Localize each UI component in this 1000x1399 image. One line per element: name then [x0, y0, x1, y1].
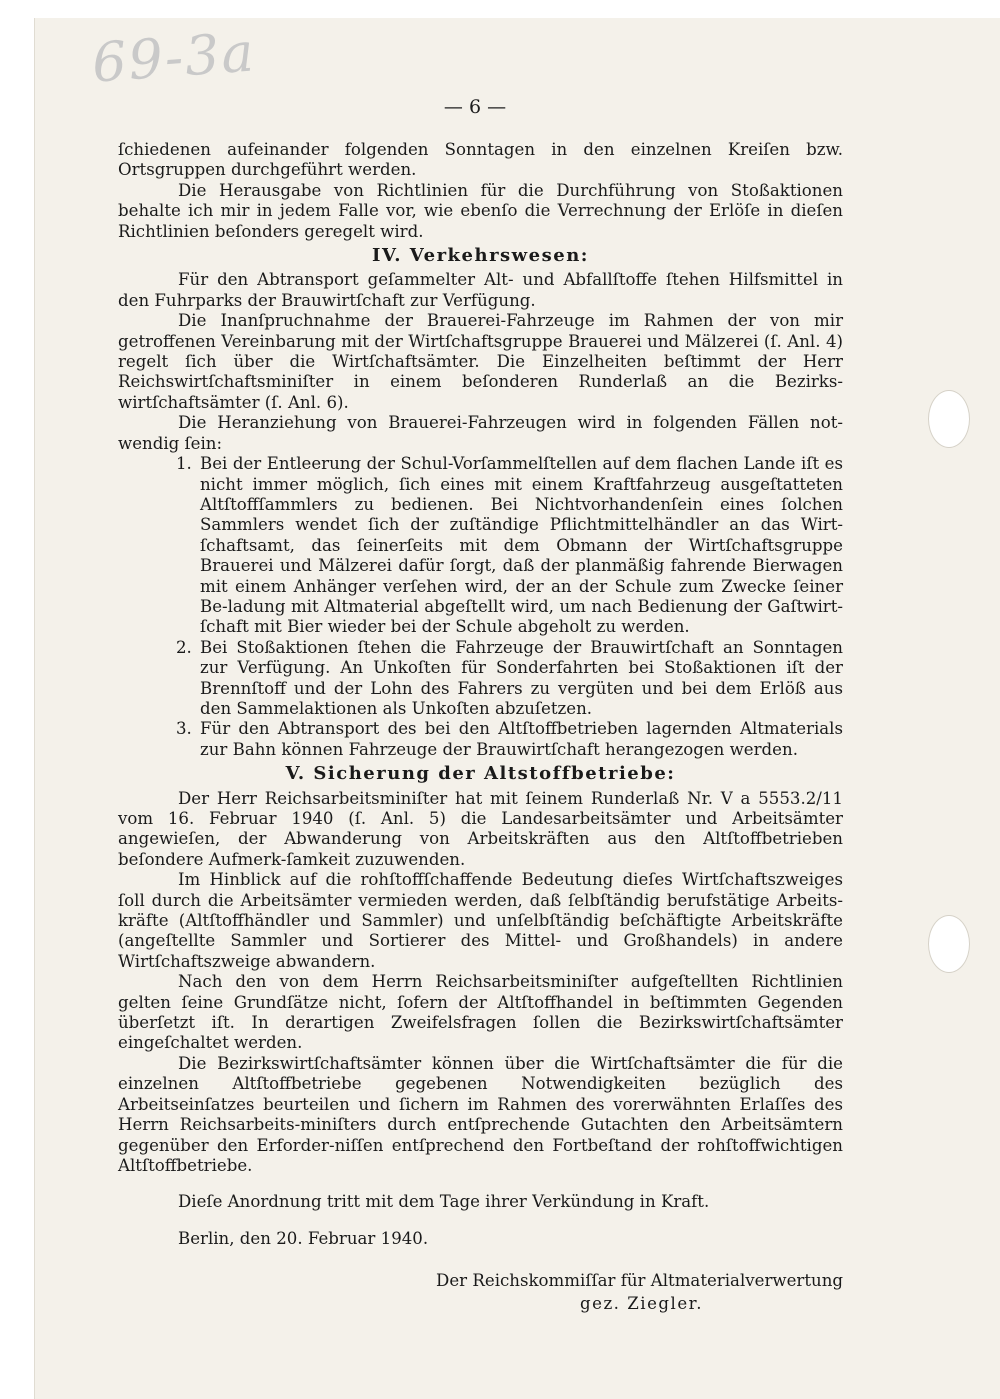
list-item	[118, 638, 843, 720]
paragraph: Die Bezirkswirtſchaftsämter können über die Wirtſchaftsämter die für die einzelnen Altſtoffbetriebe gegebenen Notwendigkeiten bezüglich des Arbeitseinſatzes beurteilen und ſichern im Rahmen des vorerwähnten Erlaſſes des Herrn Reichsarbeits-miniſters durch entſprechende Gutachten den Arbeitsämtern gegenüber den Erforder-niſſen entſprechend den Fortbeſtand der rohſtoffwichtigen Altſtoffbetriebe.	[118, 1053, 843, 1175]
list-text: Bei Stoßaktionen ſtehen die Fahrzeuge der Brauwirtſchaft an Sonntagen zur Verfügung. An Unkoſten für Sonderfahrten bei Stoßaktionen iſt der Brennſtoff und der Lohn des Fahrers zu vergüten und bei dem Erlöß aus den Sammelaktionen als Unkoſten abzuſetzen.	[200, 637, 843, 718]
signer-name: gez. Ziegler.	[580, 1293, 704, 1313]
document-body	[118, 140, 843, 1314]
list-number: 1.	[176, 454, 192, 474]
section-heading-v: V. Sicherung der Altstoffbetriebe:	[285, 763, 676, 785]
paragraph: Die Inanſpruchnahme der Brauerei-Fahrzeuge im Rahmen der von mir getroffenen Vereinbarung mit der Wirtſchaftsgruppe Brauerei und Mälzerei (ſ. Anl. 4) regelt ſich über die Wirtſchaftsämter. Die Einzelheiten beſtimmt der Herr Reichswirtſchaftsminiſter in einem beſonderen Runderlaß an die Bezirks-wirtſchaftsämter (ſ. Anl. 6).	[118, 311, 843, 412]
list-item	[118, 454, 843, 638]
paragraph: Für den Abtransport geſammelter Alt- und Abfallſtoffe ſtehen Hilfsmittel in den Fuhrparks der Brauwirtſchaft zur Verfügung.	[118, 270, 843, 310]
paragraph: Die Heranziehung von Brauerei-Fahrzeugen wird in folgenden Fällen not-wendig ſein:	[118, 413, 843, 453]
signer-title: Der Reichskommiſſar für Altmaterialverwertung	[436, 1271, 843, 1291]
punch-hole	[928, 390, 970, 448]
list-number: 2.	[176, 637, 192, 657]
list-number: 3.	[176, 719, 192, 739]
list-text: Für den Abtransport des bei den Altſtoffbetrieben lagernden Altmaterials zur Bahn können Fahrzeuge der Brauwirtſchaft herangezogen werden.	[200, 719, 843, 759]
section-heading-iv: IV. Verkehrswesen:	[372, 245, 589, 267]
paragraph: ſchiedenen aufeinander folgenden Sonntagen in den einzelnen Kreiſen bzw. Ortsgruppen durchgeführt werden.	[118, 140, 843, 180]
dateline: Berlin, den 20. Februar 1940.	[178, 1228, 429, 1248]
page-number: — 6 —	[443, 96, 507, 118]
list-text: Bei der Entleerung der Schul-Vorſammelſtellen auf dem flachen Lande iſt es nicht immer möglich, ſich eines mit einem Kraftfahrzeug ausgeſtatteten Altſtoffſammlers zu bedienen. Bei Nichtvorhandenſein eines ſolchen Sammlers wendet ſich der zuſtändige Pflichtmittelhändler an das Wirt-ſchaftsamt, das ſeinerſeits mit dem Obmann der Wirtſchaftsgruppe Brauerei und Mälzerei dafür ſorgt, daß der planmäßig fahrende Bierwagen mit einem Anhänger verſehen wird, der an der Schule zum Zwecke ſeiner Be-ladung mit Altmaterial abgeſtellt wird, um nach Bedienung der Gaſtwirt-ſchaft mit Bier wieder bei der Schule abgeholt zu werden.	[200, 454, 843, 637]
punch-hole	[928, 915, 970, 973]
paragraph: Nach den von dem Herrn Reichsarbeitsminiſter aufgeſtellten Richtlinien gelten ſeine Grundſätze nicht, ſofern der Altſtoffhandel in beſtimmten Gegenden überſetzt iſt. In derartigen Zweifelsfragen ſollen die Bezirkswirtſchaftsämter eingeſchaltet werden.	[118, 972, 843, 1053]
closing-statement: Dieſe Anordnung tritt mit dem Tage ihrer Verkündung in Kraft.	[178, 1192, 710, 1212]
numbered-list	[118, 454, 843, 760]
paragraph: Der Herr Reichsarbeitsminiſter hat mit ſeinem Runderlaß Nr. V a 5553.2/11 vom 16. Februar 1940 (ſ. Anl. 5) die Landesarbeitsämter und Arbeitsämter angewieſen, der Abwanderung von Arbeitskräften aus den Altſtoffbetrieben beſondere Aufmerk-ſamkeit zuzuwenden.	[118, 788, 843, 869]
archive-mark: 69-3a	[90, 20, 258, 95]
paragraph: Im Hinblick auf die rohſtoffſchaffende Bedeutung dieſes Wirtſchaftszweiges ſoll durch die Arbeitsämter vermieden werden, daß ſelbſtändig berufstätige Arbeits-kräfte (Altſtoffhändler und Sammler) und unſelbſtändig beſchäftigte Arbeitskräfte (angeſtellte Sammler und Sortierer des Mittel- und Großhandels) in andere Wirtſchaftszweige abwandern.	[118, 870, 843, 971]
list-item	[118, 719, 843, 760]
paragraph: Die Herausgabe von Richtlinien für die Durchführung von Stoßaktionen behalte ich mir in jedem Falle vor, wie ebenſo die Verrechnung der Erlöſe in dieſen Richtlinien beſonders geregelt wird.	[118, 180, 843, 241]
